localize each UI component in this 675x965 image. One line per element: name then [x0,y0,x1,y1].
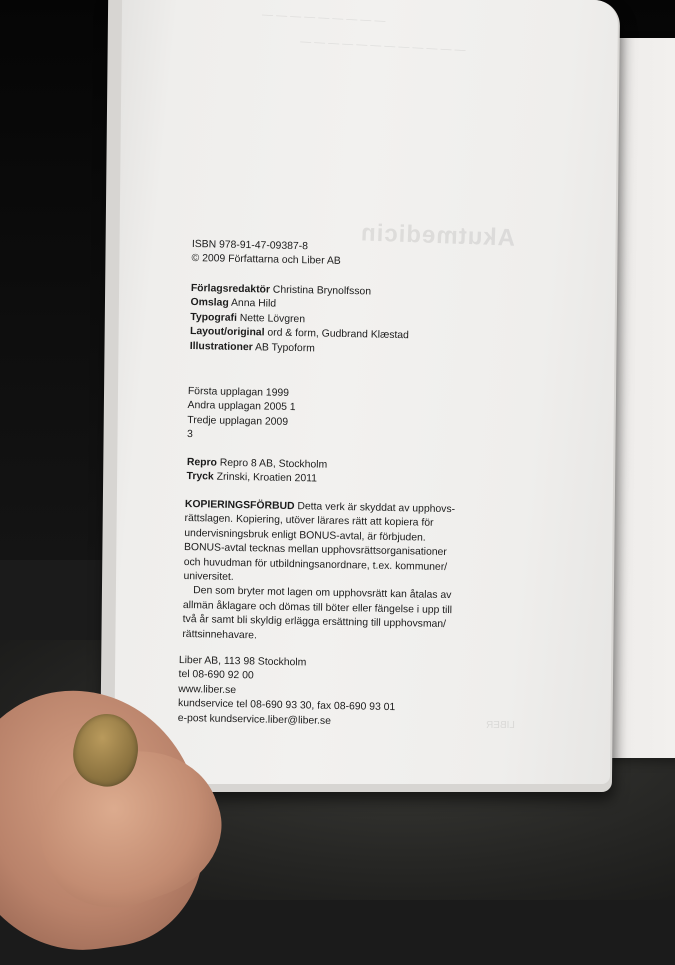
show-through-title: Akutmedicin [359,219,516,252]
production-role: Repro [186,456,218,469]
credit-name: Anna Hild [230,298,277,311]
production-block [186,456,327,488]
kop-line: rättslagen. Kopiering, utöver lärares rätt att kopiera för [184,513,434,530]
kop-line: två år samt bli skyldig erlägga ersättning till upphovsman/ [182,614,447,631]
show-through-logo: LIBER [486,720,515,731]
kop-line: rättsinnehavare. [182,628,257,642]
contact-phone: tel 08-690 92 00 [178,669,254,682]
credit-name: AB Typoform [254,341,315,355]
kopieringsforbud-block [182,498,455,647]
kop-line: och huvudman för utbildningsanordnare, t.ex. kommuner/ [183,556,448,573]
kop-line: undervisningsbruk enligt BONUS-avtal, är förbjuden. [184,527,426,544]
credits-block [190,282,410,358]
credit-role: Förlagsredaktör [190,282,271,296]
credit-role: Layout/original [189,326,265,339]
production-name: Zrinski, Kroatien 2011 [216,471,318,485]
credit-name: Christina Brynolfsson [272,284,372,298]
copyright-line: © 2009 Författarna och Liber AB [191,253,341,268]
credit-role: Omslag [190,297,229,310]
production-name: Repro 8 AB, Stockholm [219,457,328,471]
contact-block [178,654,397,730]
kop-line: universitet. [183,571,234,583]
show-through-line: — — — — — — — — — — — — [299,35,466,57]
kop-line: BONUS-avtal tecknas mellan upphovsrättsorganisationer [183,542,447,559]
edition-line: 3 [186,429,193,441]
edition-line: Tredje upplagan 2009 [187,414,289,428]
kop-text: Detta verk är skyddat av upphovs- [297,501,456,516]
edition-line: Andra upplagan 2005 1 [187,400,296,414]
edition-line: Första upplagan 1999 [187,385,290,399]
production-role: Tryck [186,471,214,483]
credit-role: Illustrationer [189,340,253,353]
contact-website: www.liber.se [178,683,237,696]
isbn-block [191,238,341,270]
edition-block [187,385,296,445]
kop-heading: KOPIERINGSFÖRBUD [184,498,295,513]
credit-role: Typografi [190,311,237,324]
contact-address: Liber AB, 113 98 Stockholm [178,654,307,669]
contact-customer-service: kundservice tel 08-690 93 30, fax 08-690 93 01 [177,698,396,714]
contact-email: e-post kundservice.liber@liber.se [177,712,332,727]
show-through-line: — — — — — — — — — [261,8,386,28]
production-row [186,470,327,487]
kop-line: Den som bryter mot lagen om upphovsrätt kan åtalas av [193,585,452,602]
kop-line: allmän åklagare och dömas till böter eller fängelse i upp till [182,599,453,616]
isbn: ISBN 978-91-47-09387-8 [191,238,309,253]
credit-name: Nette Lövgren [239,312,306,326]
credit-name: ord & form, Gudbrand Klæstad [267,327,409,342]
